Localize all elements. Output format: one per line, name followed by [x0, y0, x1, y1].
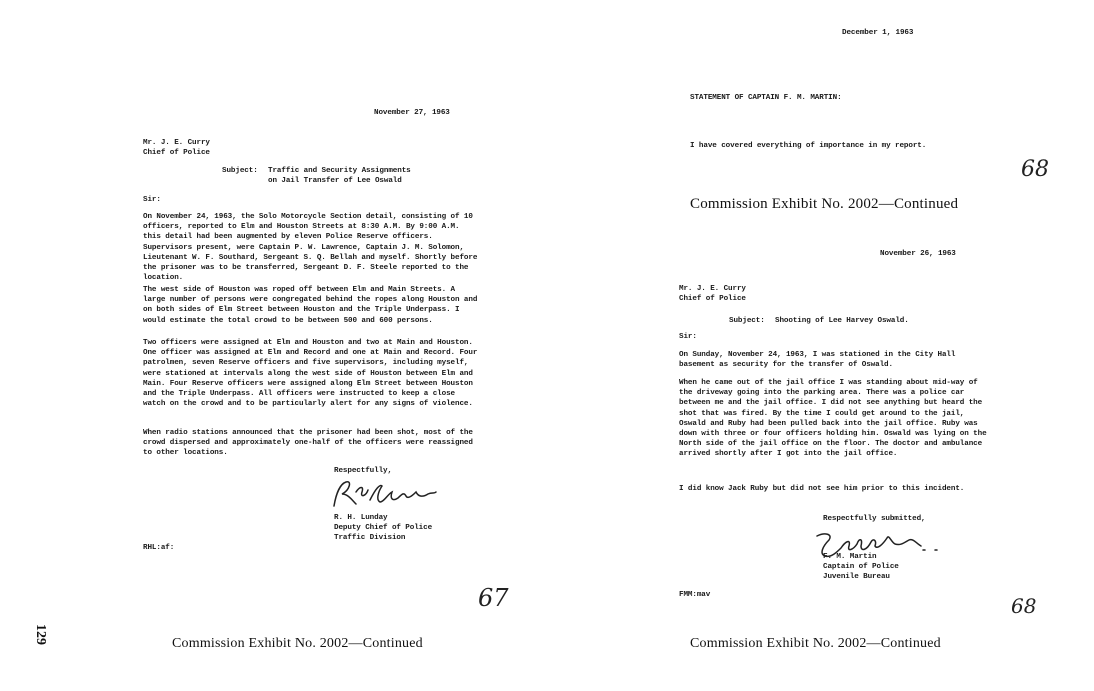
subject-line-2: on Jail Transfer of Lee Oswald: [268, 177, 402, 185]
exhibit-caption: Commission Exhibit No. 2002—Continued: [172, 636, 423, 651]
paragraph-3: I did know Jack Ruby but did not see him prior to this incident.: [679, 485, 965, 493]
exhibit-caption-mid: Commission Exhibit No. 2002—Continued: [690, 196, 959, 212]
recipient-name: Mr. J. E. Curry: [679, 285, 746, 293]
handwritten-number-top: 68: [1021, 157, 1049, 182]
salutation: Sir:: [679, 333, 697, 341]
recipient-name: Mr. J. E. Curry: [143, 139, 210, 147]
salutation: Sir:: [143, 196, 161, 204]
handwritten-page-number: 67: [478, 584, 509, 612]
paragraph-2: The west side of Houston was roped off between Elm and Main Streets. A large number of persons were congregated behind the ropes along Houston and on both sides of Elm Street between Houston and the Triple Underpass. I would estimate the total crowd to be between 500 and 600 persons.: [143, 286, 478, 325]
letter-date: November 27, 1963: [374, 109, 450, 117]
paragraph-1: On Sunday, November 24, 1963, I was stationed in the City Hall basement as security for the transfer of Oswald.: [679, 351, 956, 370]
subject-line: Shooting of Lee Harvey Oswald.: [775, 317, 909, 325]
signer-name: R. H. Lunday: [334, 514, 388, 522]
signer-title-1: Captain of Police: [823, 563, 899, 571]
signer-title-2: Juvenile Bureau: [823, 573, 890, 581]
subject-line-1: Traffic and Security Assignments: [268, 167, 411, 175]
exhibit-caption: Commission Exhibit No. 2002—Continued: [690, 636, 941, 651]
paragraph-3: Two officers were assigned at Elm and Houston and two at Main and Houston. One officer was assigned at Elm and Record and one at Main and Record. Four patrolmen, seven Reserve officers and five supervisors, including myself, were stationed at intervals along the west side of Houston between Elm and Main. Four Reserve officers were assigned along Elm Street between Houston and the Triple Underpass. All officers were instructed to keep a close watch on the crowd and to be particularly alert for any signs of violence.: [143, 339, 478, 409]
signer-title-2: Traffic Division: [334, 534, 406, 542]
subject-label: Subject:: [222, 167, 258, 175]
signature-lunday: [326, 478, 441, 512]
signer-title-1: Deputy Chief of Police: [334, 524, 433, 532]
subject-label: Subject:: [729, 317, 765, 325]
right-page: [547, 0, 1094, 691]
paragraph-1: On November 24, 1963, the Solo Motorcycle Section detail, consisting of 10 officers, reported to Elm and Houston Streets at 8:30 A.M. By 9:00 A.M. this detail had been augmented by eleven Police Reserve officers. Supervisors present, were Captain P. W. Lawrence, Captain J. M. Solomon, Lieutenant W. F. Southard, Sergeant S. Q. Bellah and myself. Shortly before the prisoner was to be transferred, Sergeant D. F. Steele reported to the location.: [143, 213, 478, 283]
recipient-title: Chief of Police: [679, 295, 746, 303]
statement-date: December 1, 1963: [842, 29, 914, 37]
signer-name: F. M. Martin: [823, 553, 877, 561]
recipient-title: Chief of Police: [143, 149, 210, 157]
letter-date: November 26, 1963: [880, 250, 956, 258]
statement-header: STATEMENT OF CAPTAIN F. M. MARTIN:: [690, 94, 842, 102]
closing: Respectfully submitted,: [823, 515, 926, 523]
left-page: [0, 0, 540, 691]
page-number: 129: [33, 624, 48, 645]
handwritten-number-bottom: 68: [1011, 594, 1037, 618]
closing: Respectfully,: [334, 467, 392, 475]
typist-initials: RHL:af:: [143, 544, 175, 552]
typist-initials: FMM:mav: [679, 591, 711, 599]
paragraph-2: When he came out of the jail office I was standing about mid-way of the driveway going into the parking area. There was a police car between me and the jail office. I did not see anything but heard the shot that was fired. By the time I could get around to the jail, Oswald and Ruby had been pulled back into the jail office. Ruby was down with three or four officers holding him. Oswald was lying on the North side of the jail office on the floor. The doctor and ambulance arrived shortly after I got into the jail office.: [679, 379, 987, 459]
statement-body: I have covered everything of importance in my report.: [690, 142, 927, 150]
paragraph-4: When radio stations announced that the prisoner had been shot, most of the crowd dispersed and approximately one-half of the officers were reassigned to other locations.: [143, 429, 473, 458]
